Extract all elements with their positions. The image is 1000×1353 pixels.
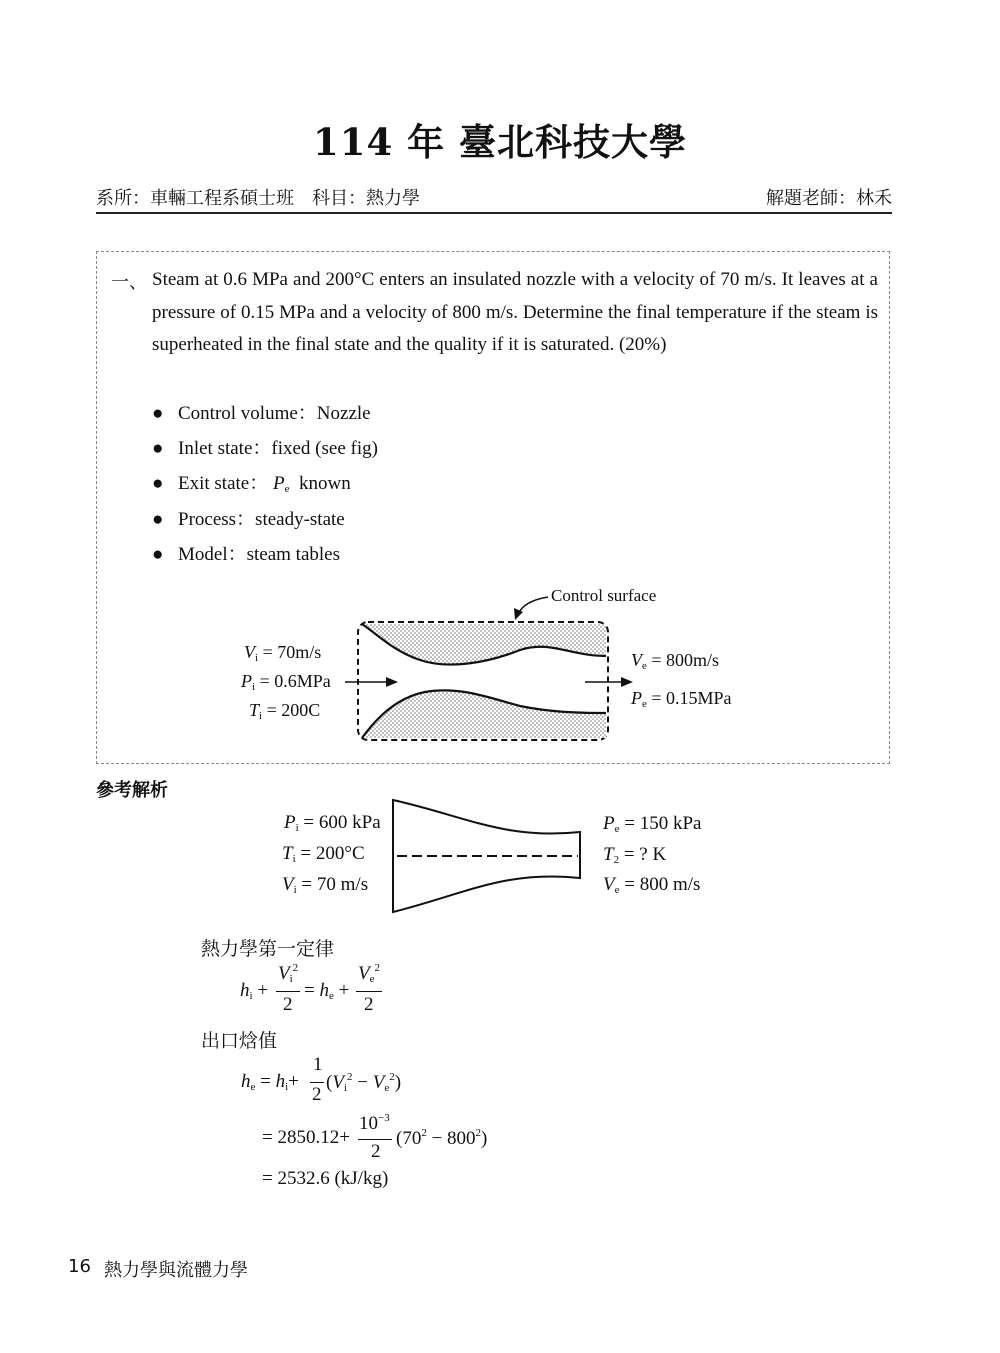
energy-equation: $h_i$ + $V_i^2$ 2 = $h_e$ + $V_e^2$ 2 (240, 962, 380, 1015)
solution-nozzle-diagram (385, 796, 595, 916)
bullet-dot: ● (152, 544, 164, 565)
fig-vi: $V_i = 70m/s$ (244, 642, 322, 664)
exit-enthalpy-substitution: = 2850.12+ $10^{-3}$ 2 $(70^2 - 800^2)$ (262, 1112, 488, 1162)
bullet-dot: ● (152, 403, 164, 424)
first-law-label: 熱力學第一定律 (201, 938, 335, 960)
page-number: 16 (68, 1256, 91, 1277)
question-text: Steam at 0.6 MPa and 200°C enters an insulated nozzle with a velocity of 70 m/s. It leaves at a pressure of 0.15 MPa and a velocity of 800 m/s. Determine the final temperature if the steam is superheated in the final state and the quality if it is saturated. (20%) (152, 269, 878, 355)
question-number: 一、 (111, 272, 147, 293)
exit-enthalpy-label: 出口焓值 (201, 1030, 278, 1052)
book-title: 熱力學與流體力學 (104, 1260, 248, 1281)
sol-ti: $T_i = 200^\circ C$ (282, 843, 365, 865)
upper-wall (362, 624, 606, 665)
bullet-exit-state: ● Exit state： $P_e$ known (152, 473, 351, 495)
sol-pe: $P_e = 150$ kPa (603, 813, 702, 835)
fig-pe: $P_e = 0.15MPa$ (631, 688, 732, 710)
fig-ve: $V_e = 800m/s$ (631, 650, 720, 672)
teacher-name: 解題老師：林禾 (766, 188, 892, 209)
page-title: 114 年 臺北科技大學 (313, 120, 687, 164)
bullet-inlet-state: ● Inlet state：fixed (see fig) (152, 438, 378, 459)
dept-subject: 系所：車輛工程系碩士班 科目：熱力學 (96, 188, 420, 209)
exit-enthalpy-formula: $h_e = h_i+$ 1 2 $(V_i^2 - V_e^2)$ (241, 1054, 402, 1105)
bullet-dot: ● (152, 509, 164, 530)
lower-wall (362, 690, 606, 738)
sol-pi: $P_i = 600$ kPa (284, 812, 381, 834)
bullet-model: ● Model：steam tables (152, 544, 340, 565)
bullet-dot: ● (152, 438, 164, 459)
header-divider (96, 212, 892, 214)
control-surface-label: Control surface (551, 586, 657, 605)
exit-arrow (621, 677, 633, 687)
exit-enthalpy-result: = 2532.6 (kJ/kg) (262, 1168, 389, 1189)
sol-t2: $T_2$ = ? K (603, 844, 667, 866)
bullet-process: ● Process：steady-state (152, 509, 345, 530)
bullet-dot: ● (152, 473, 164, 494)
fig-pi: $P_i = 0.6MPa$ (241, 671, 331, 693)
sol-ve: $V_e = 800$ m/s (603, 874, 701, 896)
solution-label: 參考解析 (96, 780, 168, 801)
inlet-arrow (386, 677, 398, 687)
bullet-control-volume: ● Control volume：Nozzle (152, 403, 371, 424)
sol-vi: $V_i = 70$ m/s (282, 874, 369, 896)
fig-ti: $T_i = 200C$ (249, 700, 321, 722)
